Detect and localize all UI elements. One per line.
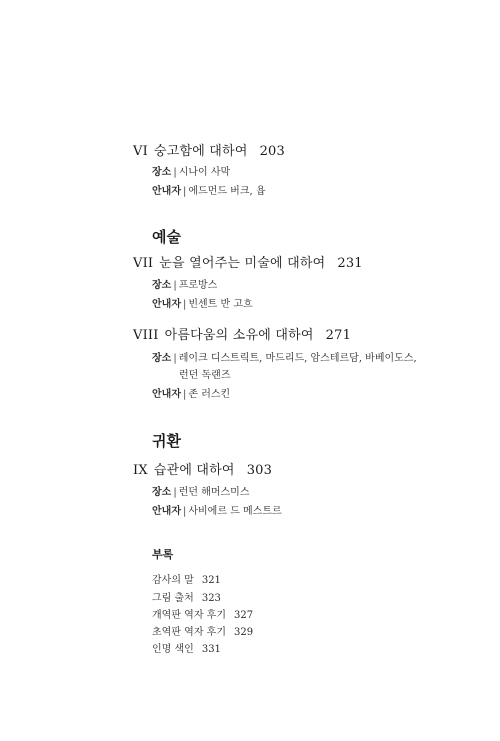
appendix-item-label: 인명 색인 <box>152 644 194 655</box>
place-label: 장소 <box>152 167 172 178</box>
place-value: 런던 해머스미스 <box>178 487 250 498</box>
chapter-page: 271 <box>325 328 352 343</box>
place-label: 장소 <box>152 280 172 291</box>
appendix-item-page: 321 <box>201 575 221 586</box>
appendix-item-page: 329 <box>233 627 254 638</box>
appendix-item[interactable] <box>152 571 221 586</box>
appendix-item[interactable] <box>152 589 221 604</box>
chapter-place-continued: 런던 독랜즈 <box>179 370 231 381</box>
guide-label: 안내자 <box>152 389 181 400</box>
guide-value: 존 러스킨 <box>188 389 231 400</box>
appendix-item-page: 323 <box>201 593 221 604</box>
chapter-page: 203 <box>259 144 285 159</box>
chapter-number: VIII <box>133 328 159 343</box>
chapter-number: VI <box>133 144 148 159</box>
chapter-place: 장소 | 시나이 사막 <box>152 167 231 178</box>
chapter-title: 숭고함에 대하여 <box>153 144 248 159</box>
chapter-guide: 안내자 | 사비에르 드 메스트르 <box>152 506 282 517</box>
appendix-item-label: 그림 출처 <box>152 593 194 604</box>
chapter-title: 눈을 열어주는 미술에 대하여 <box>159 256 326 271</box>
chapter-entry-ix[interactable] <box>133 459 272 478</box>
chapter-place: 장소 | 레이크 디스트릭트, 마드리드, 암스테르담, 바베이도스, <box>152 353 417 364</box>
guide-label: 안내자 <box>152 299 181 310</box>
guide-value: 에드먼드 버크, 욥 <box>188 186 266 197</box>
guide-label: 안내자 <box>152 506 181 517</box>
place-value: 시나이 사막 <box>178 167 231 178</box>
appendix-heading: 부록 <box>152 548 174 561</box>
guide-label: 안내자 <box>152 186 181 197</box>
guide-value: 빈센트 반 고흐 <box>188 299 253 310</box>
appendix-item[interactable] <box>152 606 253 621</box>
chapter-guide: 안내자 | 빈센트 반 고흐 <box>152 299 253 310</box>
section-heading-art: 예술 <box>152 228 181 246</box>
chapter-guide: 안내자 | 에드먼드 버크, 욥 <box>152 186 266 197</box>
place-label: 장소 <box>152 487 172 498</box>
chapter-page: 303 <box>246 463 273 478</box>
appendix-item-label: 초역판 역자 후기 <box>152 627 226 638</box>
chapter-entry-vii[interactable] <box>133 252 363 271</box>
chapter-title: 아름다움의 소유에 대하여 <box>164 328 314 343</box>
chapter-title: 습관에 대하여 <box>153 463 235 478</box>
chapter-place: 장소 | 런던 해머스미스 <box>152 487 250 498</box>
place-label: 장소 <box>152 353 172 364</box>
appendix-item-page: 331 <box>201 644 221 655</box>
chapter-page: 231 <box>337 256 363 271</box>
appendix-item-label: 감사의 말 <box>152 575 194 586</box>
chapter-entry-viii[interactable] <box>133 324 351 343</box>
section-heading-return: 귀환 <box>152 432 181 450</box>
guide-value: 사비에르 드 메스트르 <box>188 506 282 517</box>
chapter-number: VII <box>133 256 154 271</box>
appendix-item[interactable] <box>152 640 221 655</box>
place-value: 레이크 디스트릭트, 마드리드, 암스테르담, 바베이도스, <box>178 353 417 364</box>
chapter-place: 장소 | 프로방스 <box>152 280 218 291</box>
place-value: 프로방스 <box>178 280 218 291</box>
chapter-number: IX <box>133 463 148 478</box>
chapter-guide: 안내자 | 존 러스킨 <box>152 389 231 400</box>
appendix-item[interactable] <box>152 623 253 638</box>
appendix-item-label: 개역판 역자 후기 <box>152 610 226 621</box>
chapter-entry-vi[interactable] <box>133 140 285 159</box>
appendix-item-page: 327 <box>233 610 254 621</box>
